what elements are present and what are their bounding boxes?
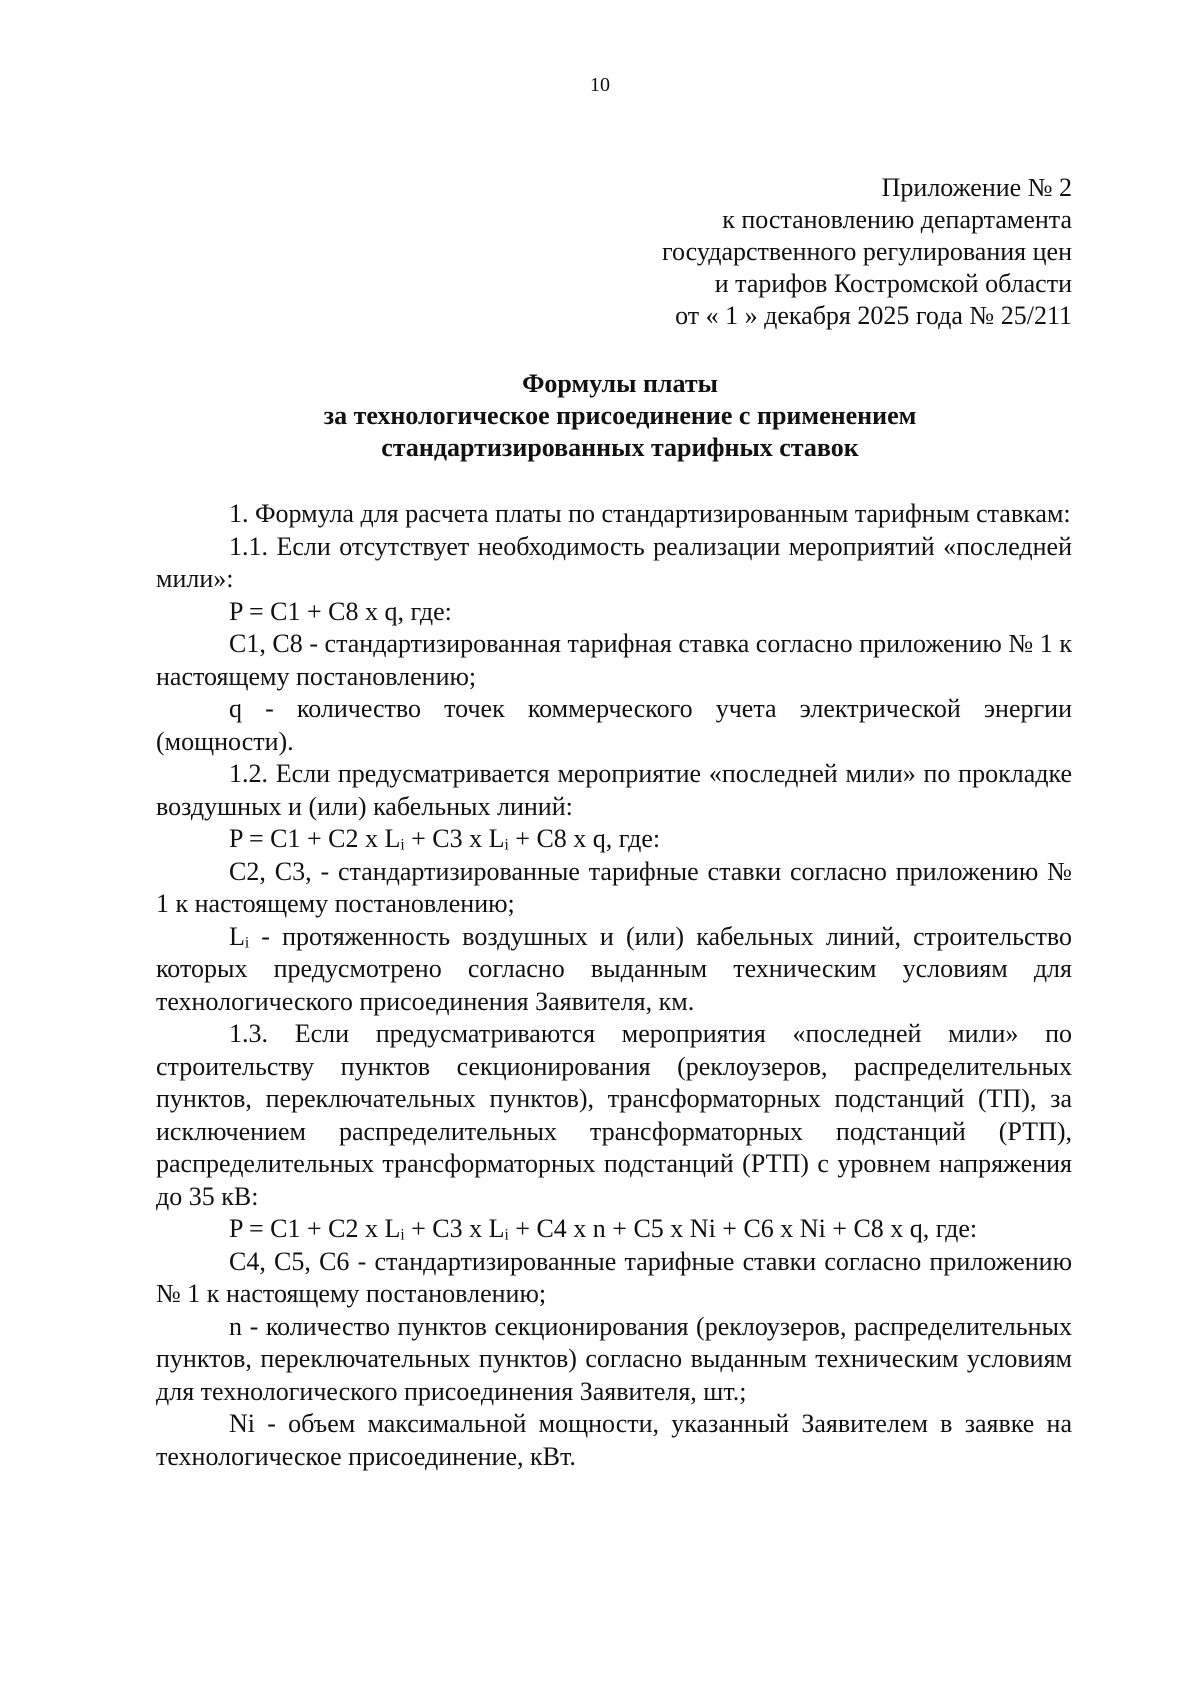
paragraph-c2-c3-definition: C2, C3, - стандартизированные тарифные ставки согласно приложению № 1 к настоящему постановлению;: [156, 856, 1072, 918]
paragraph-li-definition: Lᵢ - протяженность воздушных и (или) кабельных линий, строительство которых предусмотрено согласно выданным техническим условиям для технологического присоединения Заявителя, км.: [156, 921, 1072, 1016]
appendix-header: [662, 172, 1072, 332]
formula-1-3: P = C1 + C2 x Lᵢ + C3 x Lᵢ + C4 x n + C5 x Ni + C6 x Ni + C8 x q, где:: [229, 1214, 978, 1243]
paragraph-c4-c5-c6-definition: C4, C5, C6 - стандартизированные тарифные ставки согласно приложению № 1 к настоящему постановлению;: [156, 1246, 1072, 1308]
appendix-line: к постановлению департамента: [722, 205, 1072, 234]
paragraph-section-1-2: 1.2. Если предусматривается мероприятие «последней мили» по прокладке воздушных и (или) кабельных линий:: [156, 759, 1072, 821]
appendix-line: государственного регулирования цен: [662, 237, 1072, 266]
paragraph-ni-definition: Ni - объем максимальной мощности, указанный Заявителем в заявке на технологическое присоединение, кВт.: [156, 1409, 1072, 1471]
paragraph-c1-c8-definition: C1, C8 - стандартизированная тарифная ставка согласно приложению № 1 к настоящему постановлению;: [156, 629, 1072, 691]
document-title: [0, 368, 1200, 464]
appendix-line: и тарифов Костромской области: [714, 269, 1072, 298]
document-body: [156, 498, 1072, 1473]
paragraph-q-definition: q - количество точек коммерческого учета электрической энергии (мощности).: [156, 694, 1072, 756]
appendix-line: Приложение № 2: [881, 173, 1072, 202]
formula-1-1: P = C1 + C8 x q, где:: [229, 596, 452, 626]
paragraph-section-1: 1. Формула для расчета платы по стандартизированным тарифным ставкам:: [229, 499, 1071, 528]
paragraph-section-1-1: 1.1. Если отсутствует необходимость реализации мероприятий «последней мили»:: [156, 531, 1072, 593]
paragraph-section-1-3: 1.3. Если предусматриваются мероприятия «последней мили» по строительству пунктов секционирования (реклоузеров, распределительных пунктов, переключательных пунктов), трансформаторных подстанций (ТП), за исключением распределительных трансформаторных подстанций (РТП), распределительных трансформаторных подстанций (РТП) с уровнем напряжения до 35 кВ:: [156, 1019, 1072, 1211]
appendix-line: от « 1 » декабря 2025 года № 25/211: [675, 301, 1072, 330]
formula-1-2: P = C1 + C2 x Lᵢ + C3 x Lᵢ + C8 x q, где:: [229, 824, 661, 853]
title-line: за технологическое присоединение с применением: [323, 401, 917, 430]
title-line: стандартизированных тарифных ставок: [381, 433, 859, 462]
paragraph-n-definition: n - количество пунктов секционирования (реклоузеров, распределительных пунктов, переключательных пунктов) согласно выданным техническим условиям для технологического присоединения Заявителя, шт.;: [156, 1311, 1072, 1406]
title-line: Формулы платы: [522, 369, 718, 398]
page-number: 10: [590, 74, 610, 96]
